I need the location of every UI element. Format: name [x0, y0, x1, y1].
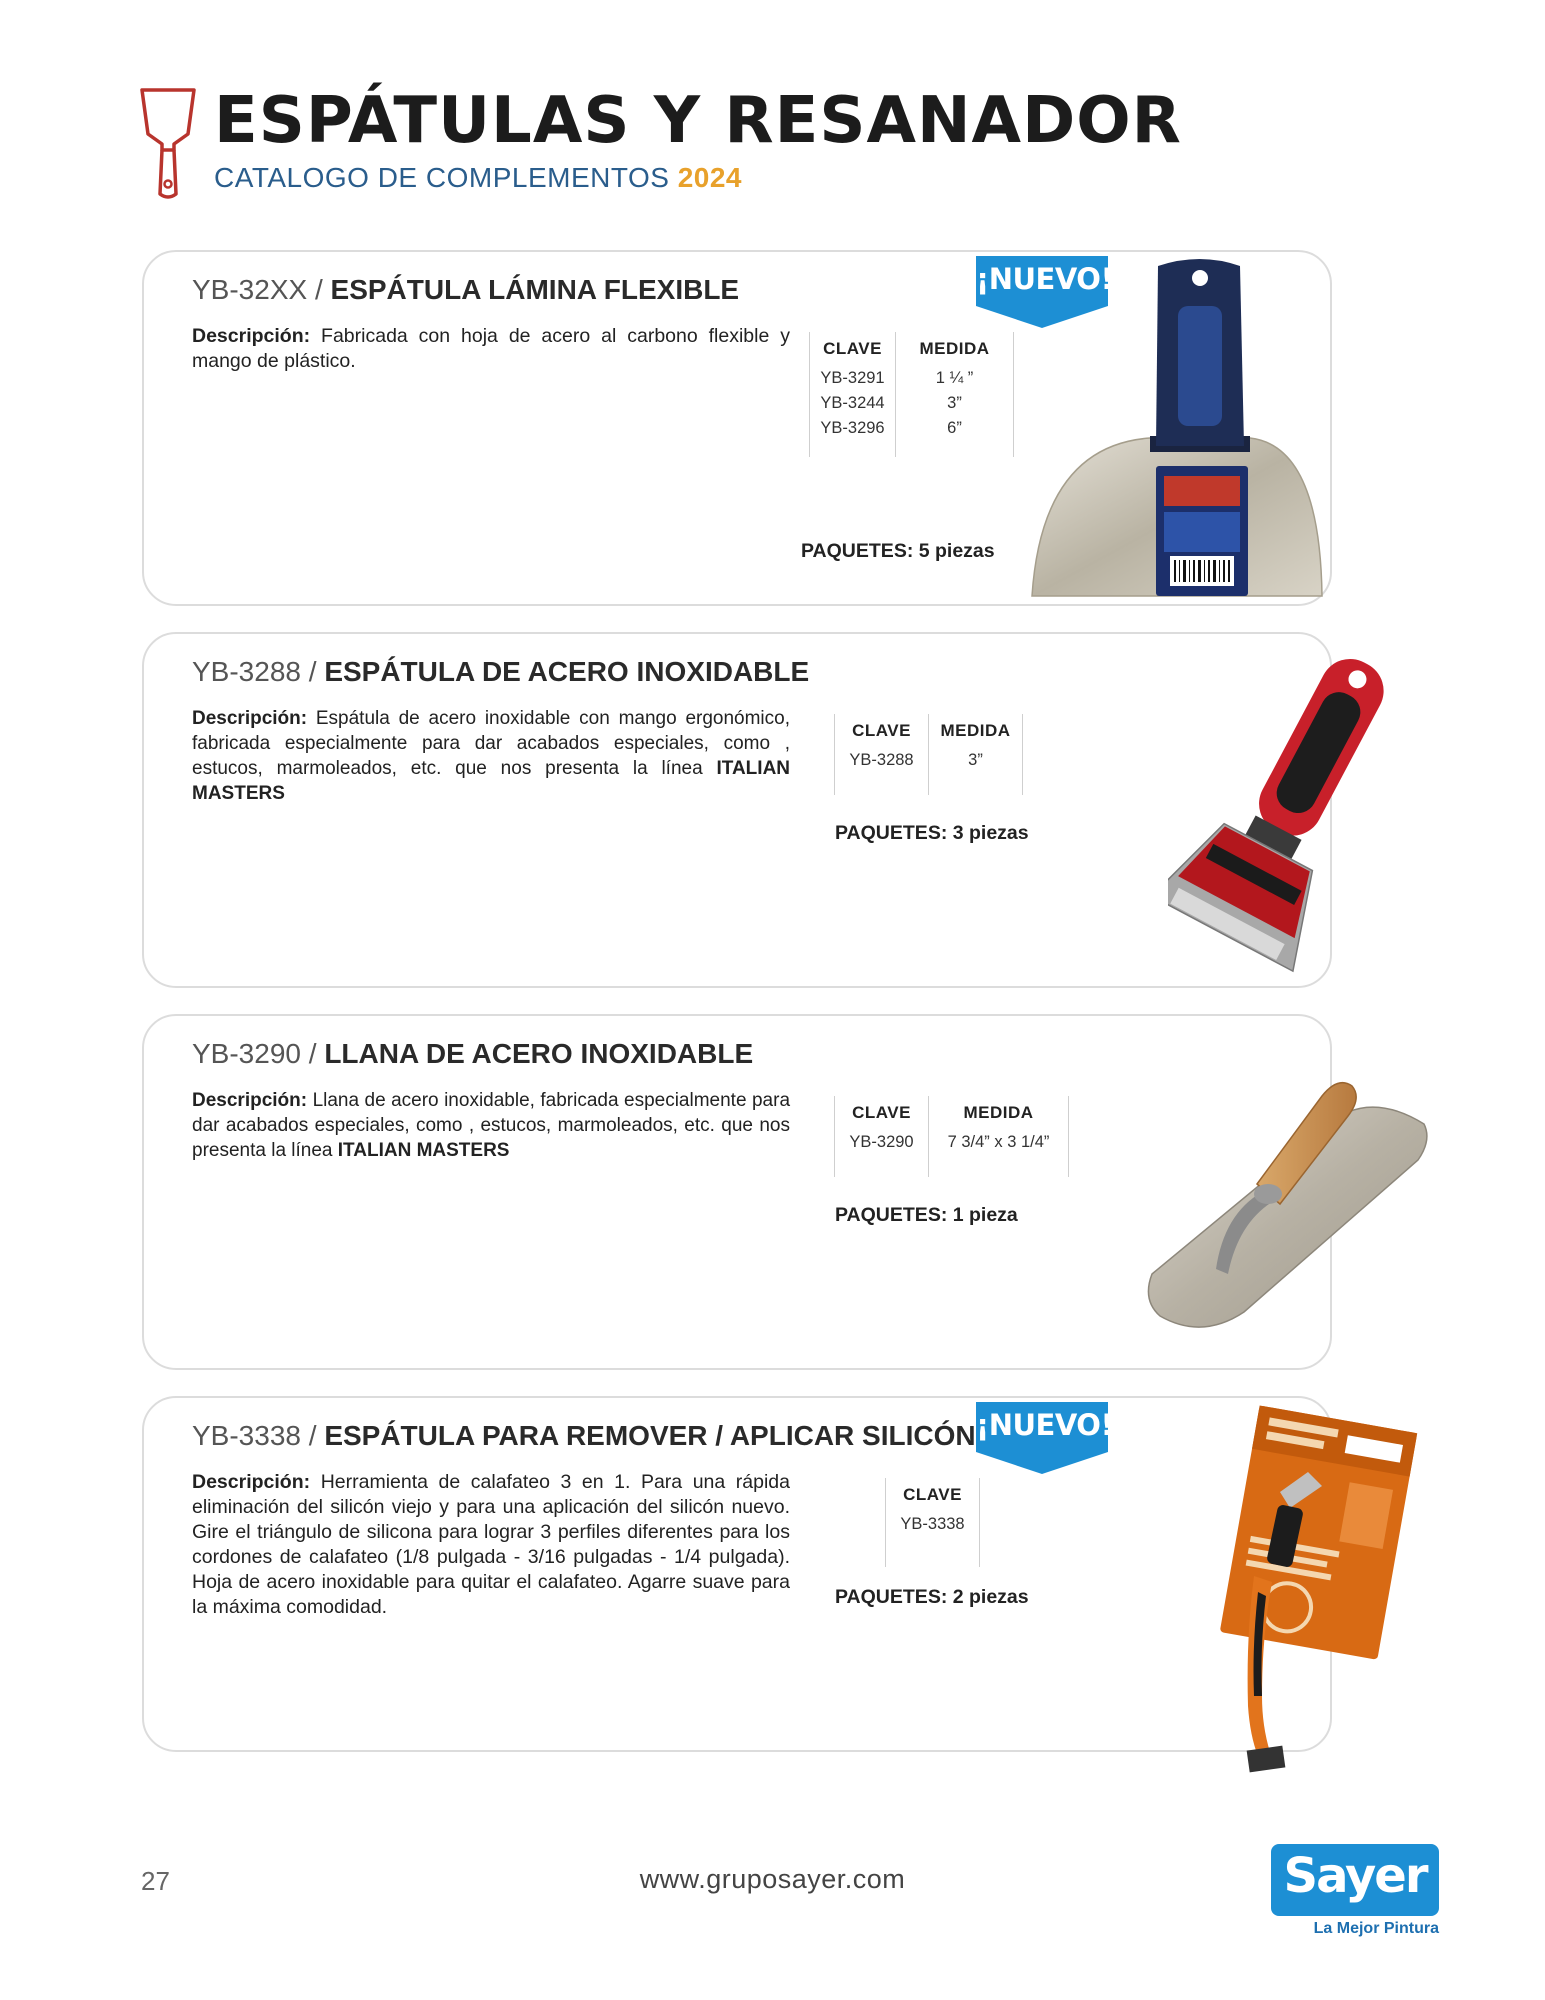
product-code: YB-3290 /: [192, 1038, 317, 1069]
product-code: YB-3338 /: [192, 1420, 317, 1451]
medida-cell: 3”: [947, 394, 962, 412]
brand-name: Sayer: [1283, 1848, 1427, 1904]
new-badge: ¡NUEVO!: [976, 256, 1108, 328]
clave-cell: YB-3290: [849, 1133, 914, 1151]
spec-table: [834, 1096, 1069, 1177]
clave-cell: YB-3244: [820, 394, 885, 412]
packages-info: PAQUETES: 5 piezas: [801, 540, 995, 562]
clave-header: CLAVE: [903, 1485, 962, 1504]
clave-header: CLAVE: [852, 721, 911, 740]
description-text: Fabricada con hoja de acero al carbono flexible y mango de plástico.: [192, 325, 790, 372]
medida-column: [929, 1096, 1069, 1177]
spatula-icon: [138, 86, 198, 202]
product-description: [192, 706, 790, 806]
flexible-putty-knife-image: [1030, 256, 1330, 601]
clave-column: [810, 332, 896, 457]
medida-column: [929, 714, 1023, 795]
caulk-tool-image: [1188, 1396, 1418, 1801]
description-text: Herramienta de calafateo 3 en 1. Para una rápida eliminación del silicón viejo y para una aplicación del silicón nuevo. Gire el triángulo de silicona para lograr 3 perfiles diferentes para los cordones de calafateo (1/8 pulgada - 3/16 pulgadas - 1/4 pulgada). Hoja de acero inoxidable para quitar el calafateo. Agarre suave para la máxima comodidad.: [192, 1471, 790, 1618]
clave-cell: YB-3296: [820, 419, 885, 437]
steel-trowel-image: [1142, 1064, 1432, 1334]
product-title: [192, 1420, 976, 1452]
product-description: [192, 1470, 790, 1620]
medida-header: MEDIDA: [963, 1103, 1034, 1122]
description-label: Descripción:: [192, 325, 311, 347]
clave-cell: YB-3288: [849, 751, 914, 769]
product-description: [192, 1088, 790, 1163]
medida-cell: 1 ¼ ”: [935, 369, 974, 387]
medida-column: [896, 332, 1014, 457]
product-card-yb-3338: [142, 1396, 1332, 1752]
description-label: Descripción:: [192, 708, 308, 729]
product-title: [192, 274, 739, 306]
wall-scraper-image: [1168, 640, 1418, 980]
description-brand: ITALIAN MASTERS: [192, 758, 791, 804]
clave-column: [835, 714, 929, 795]
description-label: Descripción:: [192, 1471, 311, 1493]
medida-cell: 3”: [968, 751, 983, 769]
product-code: YB-32XX /: [192, 274, 323, 305]
medida-cell: 6”: [947, 419, 962, 437]
clave-cell: YB-3338: [900, 1515, 965, 1533]
page-subtitle: [214, 162, 742, 194]
product-title: [192, 1038, 753, 1070]
description-text: Llana de acero inoxidable, fabricada especialmente para dar acabados especiales, como , estucos, marmoleados, etc. que nos presenta la línea: [192, 1090, 791, 1161]
description-text: Espátula de acero inoxidable con mango ergonómico, fabricada especialmente para dar acabados especiales, como , estucos, marmoleados, etc. que nos presenta la línea: [192, 708, 790, 779]
clave-header: CLAVE: [852, 1103, 911, 1122]
clave-cell: YB-3291: [820, 369, 885, 387]
product-title: [192, 656, 809, 688]
new-badge: ¡NUEVO!: [976, 1402, 1108, 1474]
brand-slogan: La Mejor Pintura: [1313, 1920, 1439, 1937]
catalog-year: 2024: [677, 162, 742, 193]
clave-column: [886, 1478, 980, 1567]
subtitle-text: CATALOGO DE COMPLEMENTOS: [214, 162, 670, 193]
clave-header: CLAVE: [823, 339, 882, 358]
product-name: ESPÁTULA DE ACERO INOXIDABLE: [324, 656, 810, 687]
packages-info: PAQUETES: 2 piezas: [835, 1586, 1029, 1608]
packages-info: PAQUETES: 3 piezas: [835, 822, 1029, 844]
product-name: ESPÁTULA PARA REMOVER / APLICAR SILICÓN: [324, 1420, 976, 1451]
medida-header: MEDIDA: [919, 339, 990, 358]
page-title: ESPÁTULAS Y RESANADOR: [214, 84, 1182, 158]
medida-cell: 7 3/4” x 3 1/4”: [947, 1133, 1050, 1151]
description-brand: ITALIAN MASTERS: [337, 1140, 510, 1161]
website-link[interactable]: www.gruposayer.com: [639, 1864, 906, 1894]
product-name: ESPÁTULA LÁMINA FLEXIBLE: [330, 274, 740, 305]
spec-table: [809, 332, 1014, 457]
product-description: [192, 324, 790, 374]
product-code: YB-3288 /: [192, 656, 317, 687]
page-number: 27: [141, 1866, 170, 1896]
spec-table: [834, 714, 1023, 795]
product-card-yb-3288: [142, 632, 1332, 988]
clave-column: [835, 1096, 929, 1177]
description-label: Descripción:: [192, 1090, 308, 1111]
packages-info: PAQUETES: 1 pieza: [835, 1204, 1018, 1226]
spec-table: [885, 1478, 980, 1567]
sayer-logo: [1271, 1844, 1439, 1916]
product-name: LLANA DE ACERO INOXIDABLE: [324, 1038, 754, 1069]
medida-header: MEDIDA: [940, 721, 1011, 740]
